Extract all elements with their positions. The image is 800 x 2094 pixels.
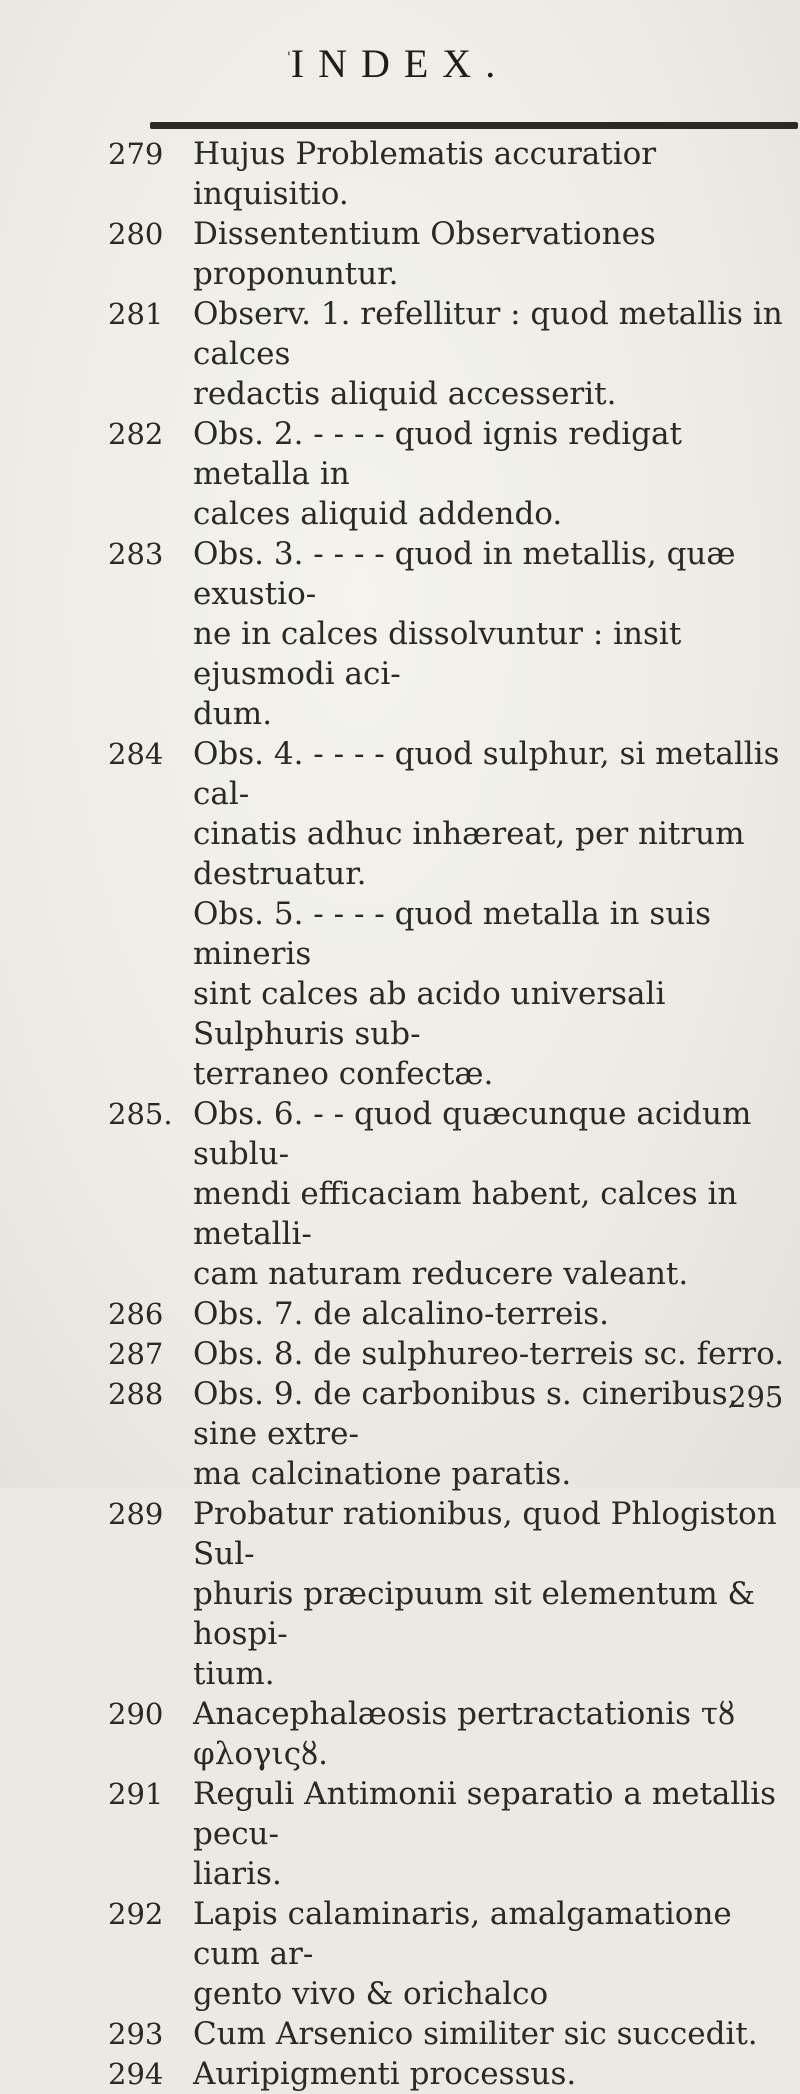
entry-text: Auripigmenti processus. [193,2056,577,2092]
entry-number: 279 [108,137,164,171]
list-item [108,1374,798,1494]
list-item [108,2054,798,2094]
entry-number: 289 [108,1497,164,1531]
list-item [108,294,798,414]
header-mark: ' [287,50,291,66]
entry-text: Observ. 1. refellitur : quod metallis in calces redactis aliquid accesserit. [193,296,783,412]
entry-text: Cum Arsenico similiter sic succedit. [193,2016,758,2052]
entry-number: 287 [108,1337,164,1371]
list-item [108,2014,798,2054]
list-item [108,1494,798,1694]
entry-text: Reguli Antimonii separatio a metallis pecu- liaris. [193,1776,777,1892]
list-item [108,1334,798,1374]
entry-text: Obs. 9. de carbonibus s. cineribus, sine extre- ma calcinatione paratis. [193,1376,738,1492]
list-item [108,1774,798,1894]
list-item [108,534,798,734]
list-item [108,134,798,214]
entry-number: 286 [108,1297,164,1331]
entry-text: Obs. 4. - - - - quod sulphur, si metallis cal- cinatis adhuc inhæreat, per nitrum destruatur. Obs. 5. - - - - quod metalla in suis mineris sint calces ab acido universali Sulphuris sub- terraneo confectæ. [193,736,780,1092]
entry-number: 284 [108,737,164,771]
entry-text: Dissententium Observationes proponuntur. [193,216,656,292]
list-item [108,1094,798,1294]
entry-number: 292 [108,1897,164,1931]
catchword: 295 [728,1380,784,1414]
entry-number: 280 [108,217,164,251]
header-rule [150,122,798,129]
entry-text: Obs. 7. de alcalino-terreis. [193,1296,609,1332]
entry-number: 288 [108,1377,164,1411]
entry-text: Obs. 8. de sulphureo-terreis sc. ferro. [193,1336,785,1372]
entry-number: 294 [108,2057,164,2091]
index-entries [108,134,798,2094]
entry-number: 282 [108,417,164,451]
entry-number: 291 [108,1777,164,1811]
entry-text: Obs. 6. - - quod quæcunque acidum sublu- mendi efficaciam habent, calces in metalli- cam naturam reducere valeant. [193,1096,752,1292]
entry-text: Anacephalæosis pertractationis τȣ φλογιςȣ. [193,1696,736,1772]
entry-number: 283 [108,537,164,571]
entry-text: Obs. 3. - - - - quod in metallis, quæ exustio- ne in calces dissolvuntur : insit ejusmodi aci- dum. [193,536,736,732]
list-item [108,1294,798,1334]
page-header: INDEX. [290,41,510,86]
entry-number: 290 [108,1697,164,1731]
entry-number: 281 [108,297,164,331]
entry-number: 293 [108,2017,164,2051]
list-item [108,1894,798,2014]
list-item [108,414,798,534]
list-item [108,214,798,294]
entry-number: 285. [108,1097,173,1131]
entry-text: Probatur rationibus, quod Phlogiston Sul- phuris præcipuum sit elementum & hospi- tium. [193,1496,777,1692]
list-item [108,1694,798,1774]
entry-text: Lapis calaminaris, amalgamatione cum ar- gento vivo & orichalco [193,1896,732,2012]
entry-text: Hujus Problematis accuratior inquisitio. [193,136,657,212]
entry-text: Obs. 2. - - - - quod ignis redigat metalla in calces aliquid addendo. [193,416,682,532]
list-item [108,734,798,1094]
